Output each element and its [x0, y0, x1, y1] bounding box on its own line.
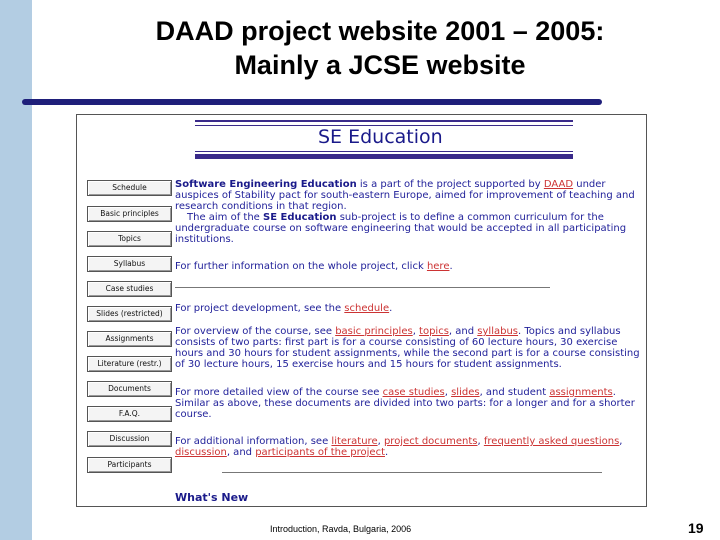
header-rule-bottom-1	[195, 151, 573, 152]
additional-text-6: .	[385, 447, 389, 458]
slide-title-line-2: Mainly a JCSE website	[234, 50, 526, 80]
further-text-2: .	[449, 261, 453, 272]
nav-button-case-studies[interactable]: Case studies	[87, 281, 172, 297]
slide-footer: Introduction, Ravda, Bulgaria, 2006	[270, 524, 412, 534]
intro-text-1: is a part of the project supported by	[356, 179, 544, 190]
aim-text-2: sub-project is to define a common curriculum for the undergraduate course on software engineering that would be accepted in all participating institutions.	[175, 212, 627, 245]
here-link[interactable]: here	[426, 261, 450, 272]
whats-new-heading: What's New	[175, 491, 249, 504]
development-text-1: For project development, see the	[175, 303, 345, 314]
additional-text-3: ,	[477, 436, 484, 447]
header-rule-top-1	[195, 120, 573, 122]
further-text-1: For further information on the whole project, click	[175, 261, 427, 272]
overview-text-4: . Topics and syllabus consists of two parts: first part is for a course consisting of 60 lecture hours, 30 exercise hours and 30 hours for student assignments, while the second part is for a course consisting of 30 lecture hours, 15 exercise hours and 15 hours for student assignments.	[175, 326, 640, 370]
title-underline	[22, 99, 602, 105]
nav-button-topics[interactable]: Topics	[87, 231, 172, 247]
additional-info-paragraph	[175, 436, 645, 458]
project-documents-link[interactable]: project documents	[383, 436, 478, 447]
slide-title-line-1: DAAD project website 2001 – 2005:	[155, 16, 605, 46]
detailed-text-1: For more detailed view of the course see	[175, 387, 383, 398]
basic-principles-link[interactable]: basic principles	[335, 326, 413, 337]
slide-title	[80, 14, 680, 82]
header-rule-bottom-2	[195, 154, 573, 159]
schedule-link[interactable]: schedule	[344, 303, 390, 314]
nav-button-documents[interactable]: Documents	[87, 381, 172, 397]
content-divider-1	[175, 287, 550, 288]
overview-paragraph	[175, 326, 645, 370]
development-paragraph	[175, 303, 645, 314]
additional-text-1: For additional information, see	[175, 436, 332, 447]
aim-paragraph	[175, 212, 645, 245]
assignments-link[interactable]: assignments	[549, 387, 613, 398]
detailed-text-2: ,	[444, 387, 452, 398]
slides-link[interactable]: slides	[451, 387, 480, 398]
aim-bold: SE Education	[263, 212, 337, 223]
additional-text-2: ,	[377, 436, 384, 447]
literature-link[interactable]: literature	[331, 436, 378, 447]
discussion-link[interactable]: discussion	[175, 447, 227, 458]
site-title: SE Education	[318, 126, 443, 148]
aim-text-1: The aim of the	[187, 212, 264, 223]
nav-button-literature[interactable]: Literature (restr.)	[87, 356, 172, 372]
detailed-view-paragraph	[175, 387, 645, 420]
additional-text-5: , and	[226, 447, 256, 458]
nav-button-syllabus[interactable]: Syllabus	[87, 256, 172, 272]
overview-text-2: ,	[412, 326, 420, 337]
topics-link[interactable]: topics	[419, 326, 449, 337]
overview-text-3: , and	[448, 326, 478, 337]
nav-button-assignments[interactable]: Assignments	[87, 331, 172, 347]
nav-button-basic-principles[interactable]: Basic principles	[87, 206, 172, 222]
intro-paragraph	[175, 179, 645, 212]
case-studies-link[interactable]: case studies	[382, 387, 445, 398]
detailed-text-4: . Similar as above, these documents are divided into two parts: for a longer and for a shorter course.	[175, 387, 635, 420]
nav-button-discussion[interactable]: Discussion	[87, 431, 172, 447]
further-info-paragraph	[175, 261, 645, 272]
slide-left-bar	[0, 0, 32, 540]
website-screenshot	[76, 114, 647, 507]
intro-text-2: under auspices of Stability pact for south-eastern Europe, aimed for improvement of teaching and research conditions in that region.	[175, 179, 635, 212]
development-text-2: .	[389, 303, 393, 314]
content-divider-2	[222, 472, 602, 473]
faq-link[interactable]: frequently asked questions	[483, 436, 620, 447]
overview-text-1: For overview of the course, see	[175, 326, 336, 337]
daad-link[interactable]: DAAD	[543, 179, 574, 190]
nav-button-faq[interactable]: F.A.Q.	[87, 406, 172, 422]
additional-text-4: ,	[619, 436, 623, 447]
nav-button-participants[interactable]: Participants	[87, 457, 172, 473]
syllabus-link[interactable]: syllabus	[477, 326, 518, 337]
page-number: 19	[688, 520, 704, 536]
participants-link[interactable]: participants of the project	[255, 447, 385, 458]
nav-button-slides[interactable]: Slides (restricted)	[87, 306, 172, 322]
detailed-text-3: , and student	[479, 387, 550, 398]
nav-button-schedule[interactable]: Schedule	[87, 180, 172, 196]
intro-bold: Software Engineering Education	[175, 179, 357, 190]
